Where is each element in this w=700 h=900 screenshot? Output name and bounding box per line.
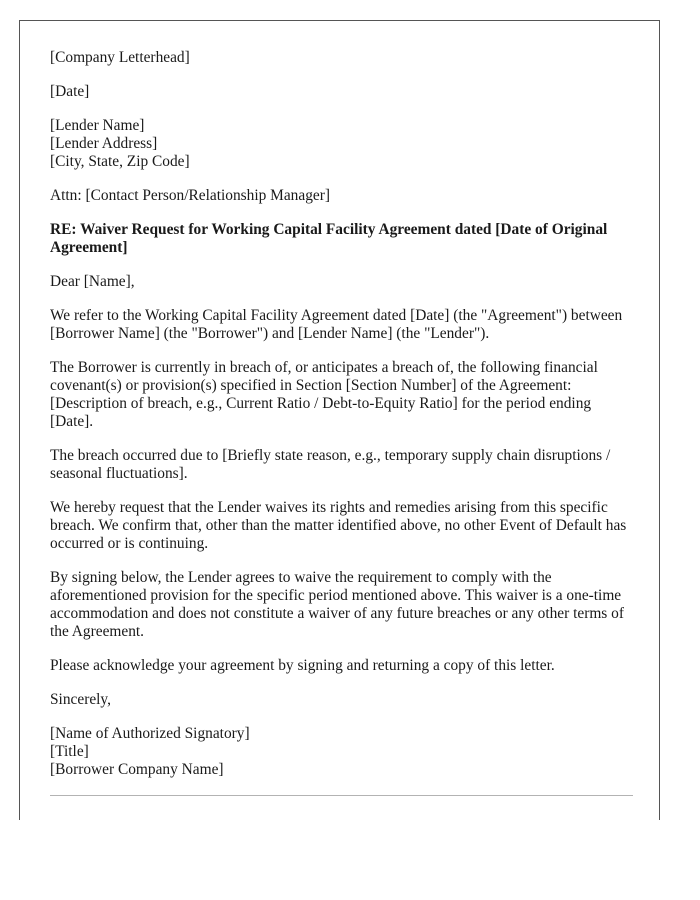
subject-line: RE: Waiver Request for Working Capital Facility Agreement dated [Date of Original Agreement] xyxy=(50,221,608,256)
attention-line: Attn: [Contact Person/Relationship Manager] xyxy=(50,187,330,204)
closing: Sincerely, xyxy=(50,691,111,708)
paragraph-breach-description: The Borrower is currently in breach of, or anticipates a breach of, the following financial covenant(s) or provision(s) specified in Section [Section Number] of the Agreement: [Description of breach, e.g., Current Ratio / Debt-to-Equity Ratio] for the period ending [Date]. xyxy=(50,359,598,430)
bottom-divider xyxy=(50,795,633,796)
paragraph-acknowledgement: Please acknowledge your agreement by signing and returning a copy of this letter. xyxy=(50,657,555,674)
letter-body xyxy=(50,49,638,795)
paragraph-waiver-terms: By signing below, the Lender agrees to waive the requirement to comply with the aforementioned provision for the specific period mentioned above. This waiver is a one-time accommodation and does not constitute a waiver of any future breaches or any other terms of the Agreement. xyxy=(50,569,624,640)
signature-block xyxy=(50,725,638,779)
paragraph-agreement-reference: We refer to the Working Capital Facility Agreement dated [Date] (the "Agreement") between [Borrower Name] (the "Borrower") and [Lender Name] (the "Lender"). xyxy=(50,307,623,342)
paragraph-waiver-request: We hereby request that the Lender waives its rights and remedies arising from this specific breach. We confirm that, other than the matter identified above, no other Event of Default has occurred or is continuing. xyxy=(50,499,627,552)
signatory-title: [Title] xyxy=(50,743,89,760)
lender-address: [Lender Address] xyxy=(50,135,158,152)
borrower-company-name: [Borrower Company Name] xyxy=(50,761,224,778)
company-letterhead: [Company Letterhead] xyxy=(50,49,190,66)
letter-date: [Date] xyxy=(50,83,90,100)
lender-city-state-zip: [City, State, Zip Code] xyxy=(50,153,190,170)
salutation: Dear [Name], xyxy=(50,273,135,290)
lender-name: [Lender Name] xyxy=(50,117,145,134)
paragraph-breach-reason: The breach occurred due to [Briefly state reason, e.g., temporary supply chain disruptions / seasonal fluctuations]. xyxy=(50,447,611,482)
letter-page xyxy=(19,20,660,820)
signatory-name: [Name of Authorized Signatory] xyxy=(50,725,250,742)
lender-address-block xyxy=(50,117,638,171)
